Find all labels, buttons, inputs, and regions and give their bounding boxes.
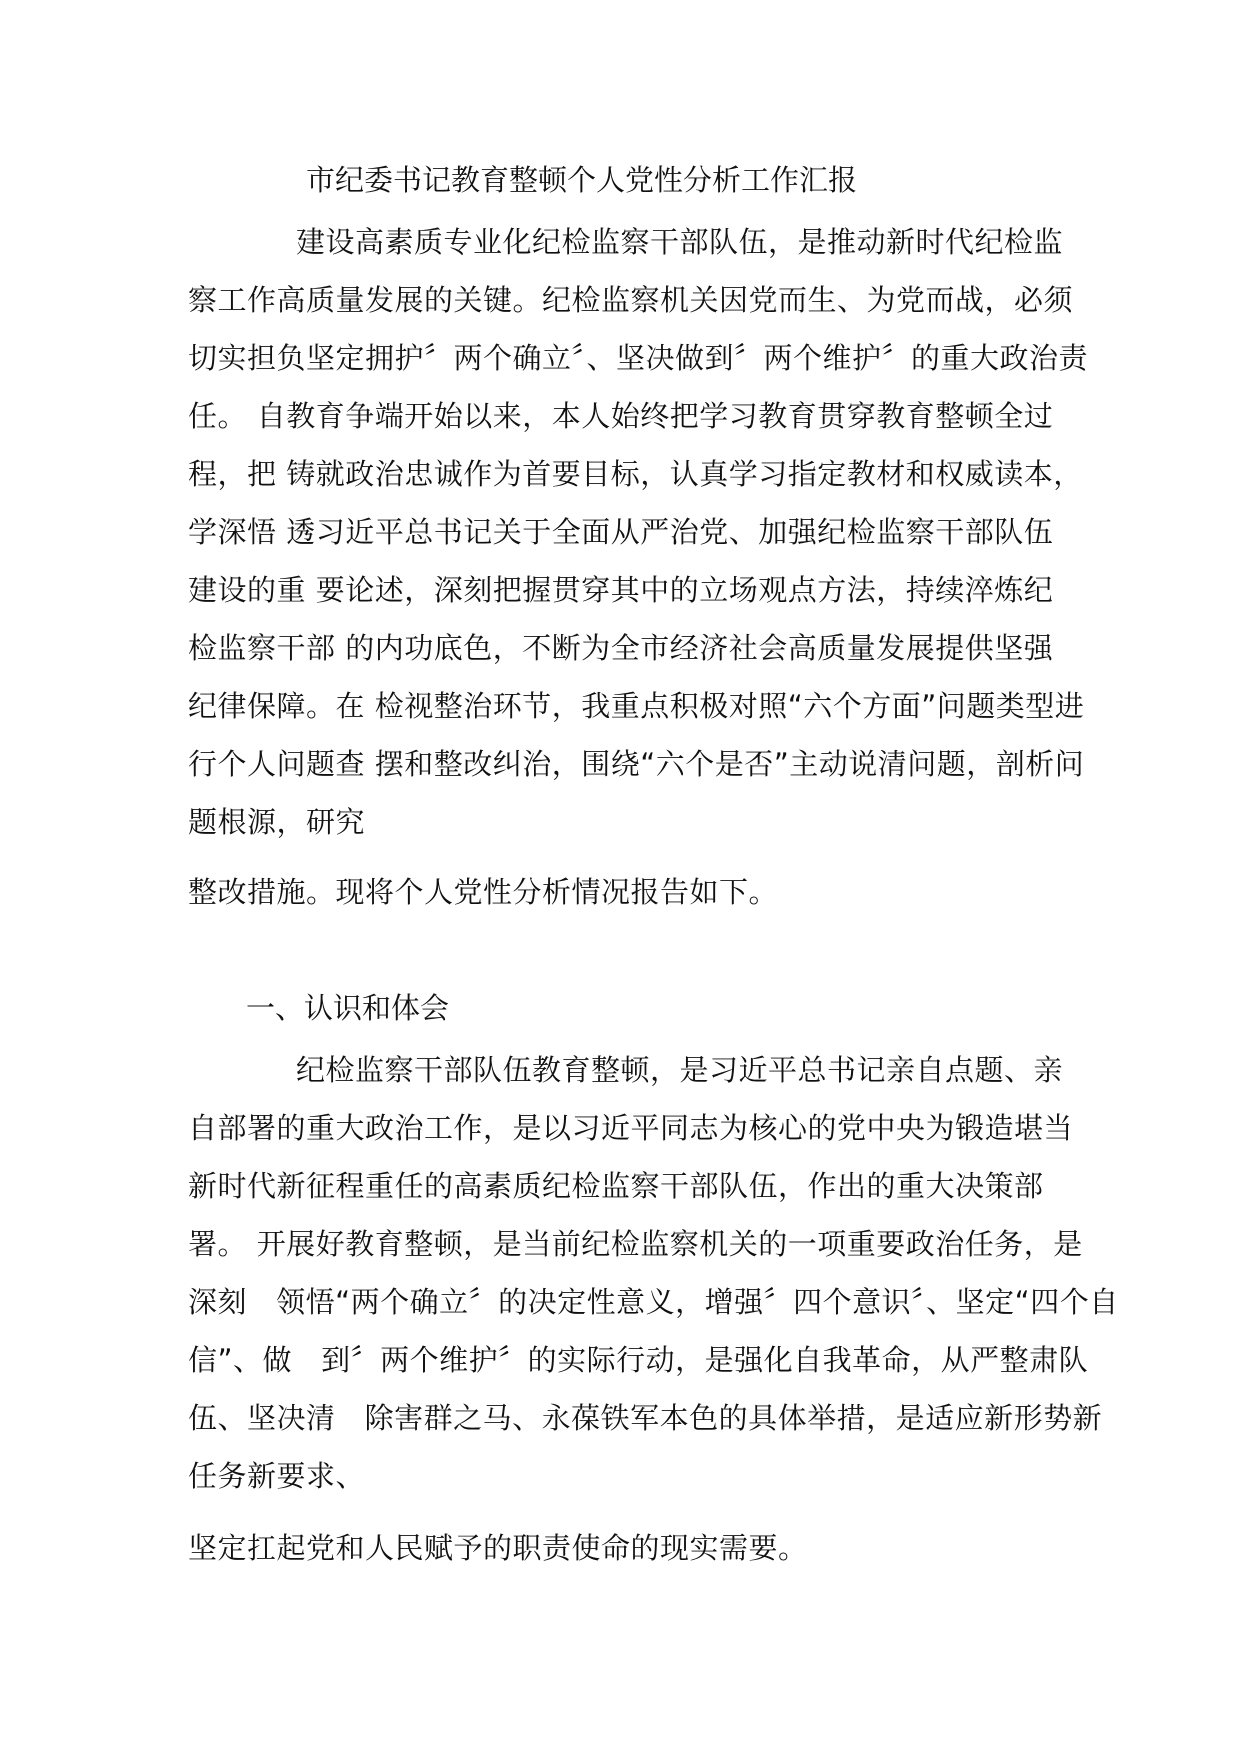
intro-line: 学深悟 透习近平总书记关于全面从严治党、加强纪检监察干部队伍 (188, 515, 1054, 549)
section-line: 任务新要求、 (188, 1459, 366, 1493)
document-title: 市纪委书记教育整顿个人党性分析工作汇报 (306, 163, 858, 197)
section-line: 新时代新征程重任的高素质纪检监察干部队伍，作出的重大决策部 (188, 1169, 1044, 1203)
intro-tail: 整改措施。现将个人党性分析情况报告如下。 (188, 875, 779, 909)
intro-line: 题根源，研究 (188, 805, 366, 839)
intro-line: 行个人问题查 摆和整改纠治，围绕“六个是否”主动说清问题，剖析问 (188, 747, 1085, 781)
intro-line: 纪律保障。在 检视整治环节，我重点积极对照“六个方面”问题类型进 (188, 689, 1085, 723)
intro-line: 切实担负坚定拥护〞两个确立〞、坚决做到〞两个维护〞的重大政治责 (188, 341, 1089, 375)
section-line: 自部署的重大政治工作，是以习近平同志为核心的党中央为锻造堪当 (188, 1111, 1074, 1145)
section-line: 署。 开展好教育整顿，是当前纪检监察机关的一项重要政治任务，是 (188, 1227, 1083, 1261)
intro-line: 察工作高质量发展的关键。纪检监察机关因党而生、为党而战，必须 (188, 283, 1074, 317)
section-line: 伍、坚决清 除害群之马、永葆铁军本色的具体举措，是适应新形势新 (188, 1401, 1103, 1435)
intro-line: 建设高素质专业化纪检监察干部队伍，是推动新时代纪检监 (296, 225, 1064, 259)
intro-line: 任。 自教育争端开始以来，本人始终把学习教育贯穿教育整顿全过 (188, 399, 1054, 433)
section-line: 深刻 领悟“两个确立〞的决定性意义，增强〞四个意识〞、坚定“四个自 (188, 1285, 1119, 1319)
intro-line: 建设的重 要论述，深刻把握贯穿其中的立场观点方法，持续淬炼纪 (188, 573, 1054, 607)
section-tail: 坚定扛起党和人民赋予的职责使命的现实需要。 (188, 1531, 808, 1565)
section-line: 纪检监察干部队伍教育整顿，是习近平总书记亲自点题、亲 (296, 1053, 1064, 1087)
section-heading: 一、认识和体会 (246, 991, 450, 1025)
intro-line: 程，把 铸就政治忠诚作为首要目标，认真学习指定教材和权威读本， (188, 457, 1083, 491)
intro-line: 检监察干部 的内功底色，不断为全市经济社会高质量发展提供坚强 (188, 631, 1054, 665)
section-line: 信”、做 到〞两个维护〞的实际行动，是强化自我革命，从严整肃队 (188, 1343, 1089, 1377)
